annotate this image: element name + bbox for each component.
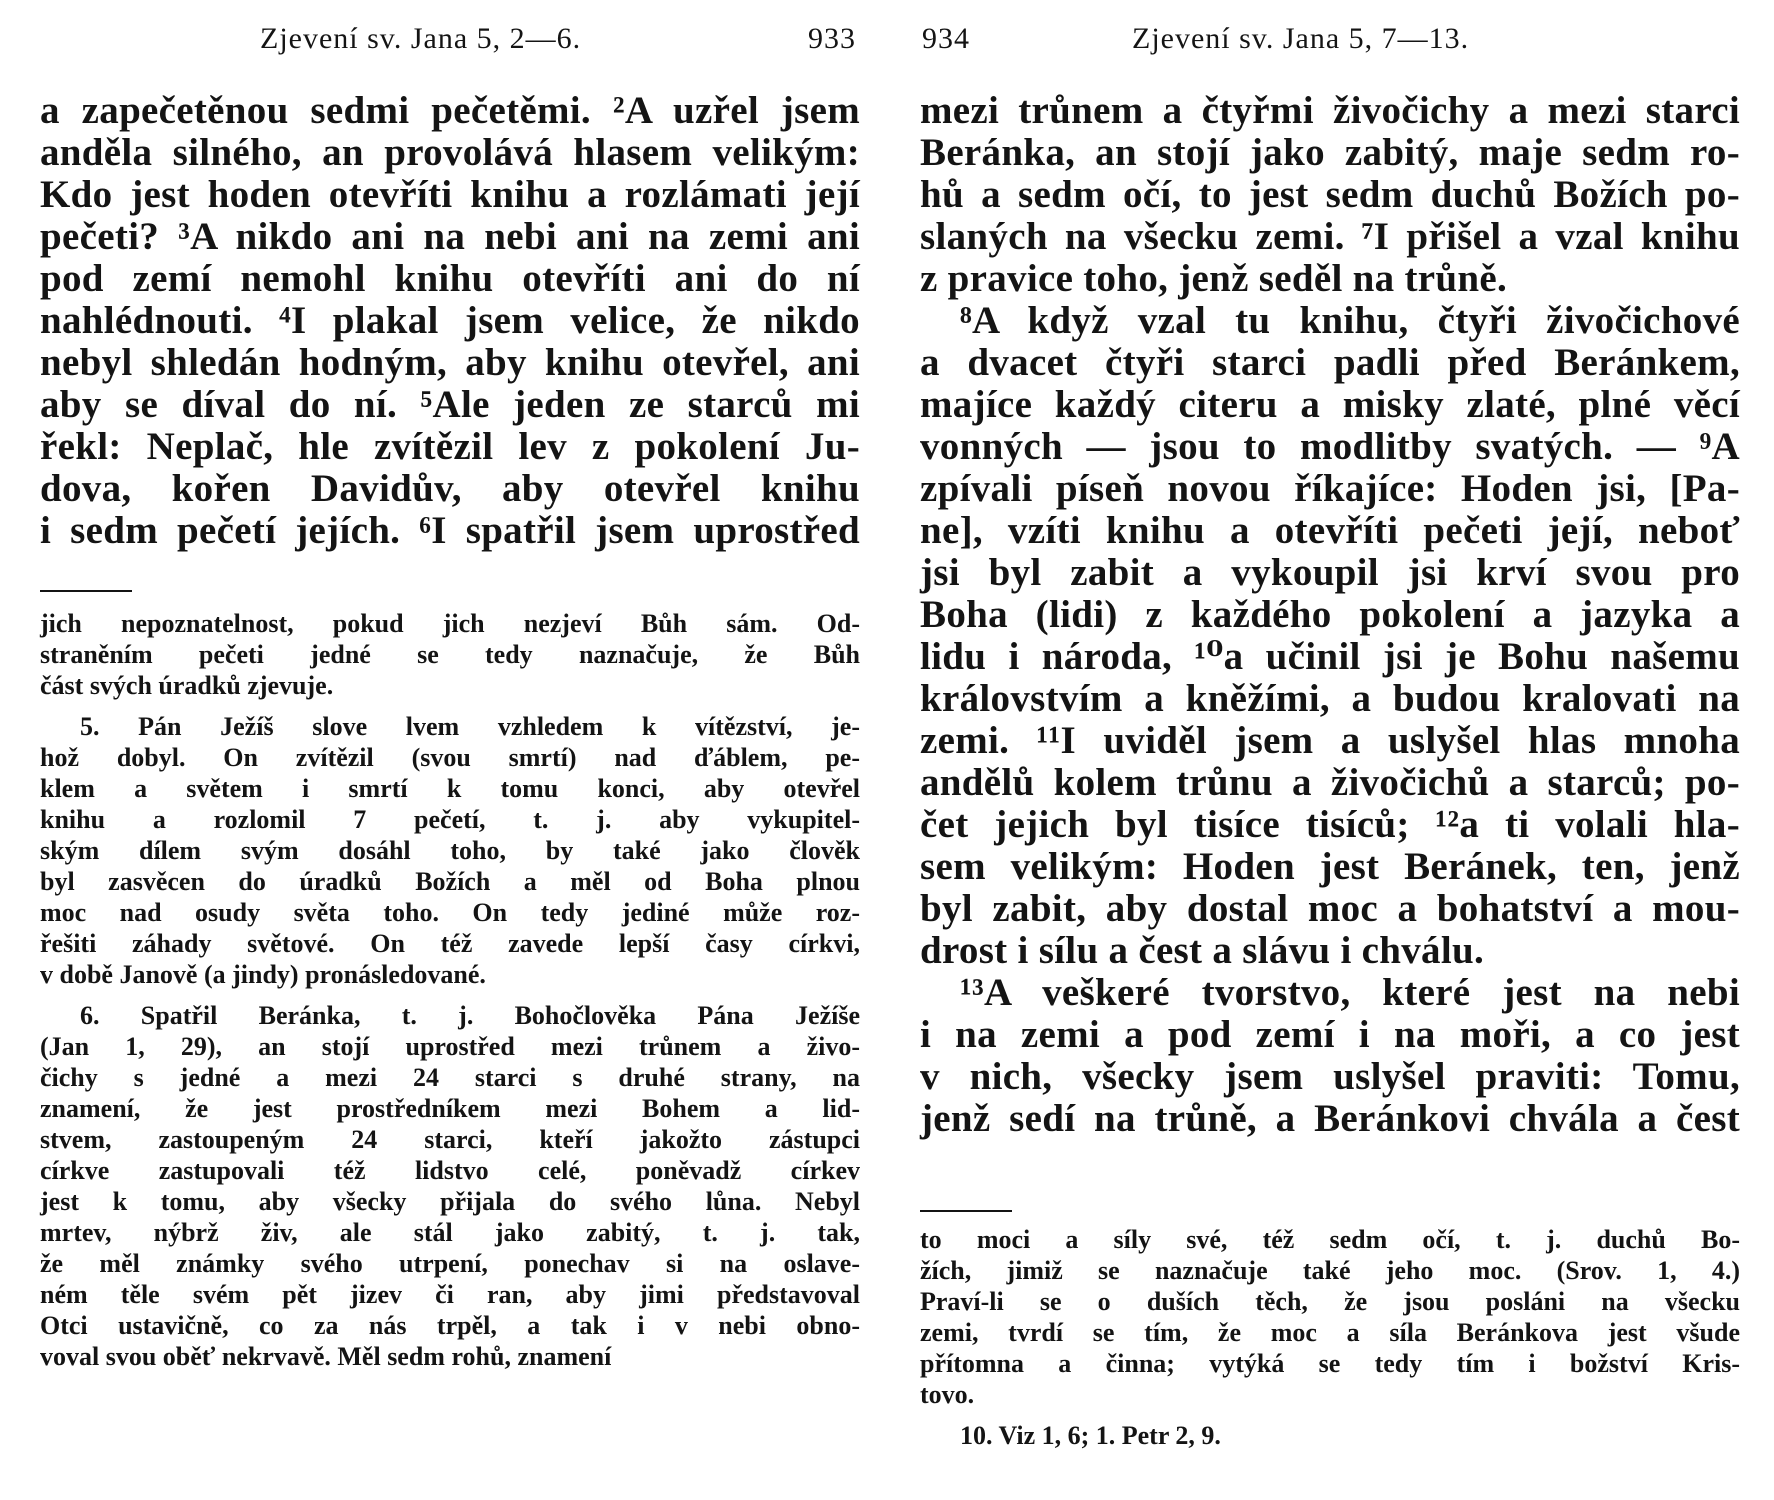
commentary-line: tovo. [920, 1380, 975, 1409]
main-text-line: z pravice toho, jenž seděl na trůně. [920, 257, 1508, 300]
main-text-line: řekl: Neplač, hle zvítězil lev z pokolení Ju- [40, 425, 860, 468]
main-text-line: hů a sedm očí, to jest sedm duchů Božích po- [920, 173, 1740, 216]
main-text-line: slaných na všecku zemi. ⁷I přišel a vzal knihu [920, 215, 1740, 258]
main-text-line: nebyl shledán hodným, aby knihu otevřel, ani [40, 341, 860, 384]
main-text-line: andělů kolem trůnu a živočichů a starců; po- [920, 761, 1740, 804]
main-text-line: a zapečetěnou sedmi pečetěmi. ²A uzřel jsem [40, 89, 860, 132]
paragraph-gap [920, 1410, 1740, 1420]
main-text-line: anděla silného, an provolává hlasem velikým: [40, 131, 860, 174]
main-text-line: čet jejich byl tisíce tisíců; ¹²a ti volali hla- [920, 803, 1740, 846]
left-commentary [40, 608, 860, 1372]
commentary-line: klem a světem i smrtí k tomu konci, aby otevřel [40, 774, 860, 803]
left-main-text [40, 90, 860, 552]
commentary-line: jest k tomu, aby všecky přijala do svého lůna. Nebyl [40, 1187, 860, 1216]
main-text-line: zpívali píseň novou říkajíce: Hoden jsi, [Pa- [920, 467, 1740, 510]
main-text-line: majíce každý citeru a misky zlaté, plné věcí [920, 383, 1740, 426]
commentary-line: žích, jimiž se naznačuje také jeho moc. (Srov. 1, 4.) [920, 1256, 1740, 1285]
commentary-line: část svých úradků zjevuje. [40, 671, 334, 700]
commentary-line: ném těle svém pět jizev či ran, aby jimi představoval [40, 1280, 860, 1309]
left-page-header [40, 22, 860, 62]
commentary-line: čichy s jedné a mezi 24 starci s druhé strany, na [40, 1063, 860, 1092]
main-text-line: královstvím a kněžími, a budou kralovati na [920, 677, 1740, 720]
main-text-line: i na zemi a pod zemí i na moři, a co jest [920, 1013, 1740, 1056]
paragraph-gap [40, 990, 860, 1000]
main-text-line: vonných — jsou to modlitby svatých. — ⁹A [920, 425, 1740, 468]
commentary-line: Otci ustavičně, co za nás trpěl, a tak i v nebi obno- [40, 1311, 860, 1340]
right-commentary [920, 1224, 1740, 1451]
commentary-line: církve zastupovali též lidstvo celé, poněvadž církev [40, 1156, 860, 1185]
commentary-line: Praví-li se o duších těch, že jsou posláni na všecku [920, 1287, 1740, 1316]
main-text-line: jenž sedí na trůně, a Beránkovi chvála a čest [920, 1097, 1740, 1140]
commentary-line: zemi, tvrdí se tím, že moc a síla Beránkova jest všude [920, 1318, 1740, 1347]
commentary-line: jich nepoznatelnost, pokud jich nezjeví Bůh sám. Od- [40, 609, 860, 638]
main-text-line: pod zemí nemohl knihu otevříti ani do ní [40, 257, 860, 300]
main-text-line: byl zabit, aby dostal moc a bohatství a mou- [920, 887, 1740, 930]
main-text-line: v nich, všecky jsem uslyšel praviti: Tomu, [920, 1055, 1740, 1098]
commentary-line: moc nad osudy světa toho. On tedy jediné může roz- [40, 898, 860, 927]
commentary-line: knihu a rozlomil 7 pečetí, t. j. aby vykupitel- [40, 805, 860, 834]
commentary-line: (Jan 1, 29), an stojí uprostřed mezi trůnem a živo- [40, 1032, 860, 1061]
right-page-number: 934 [922, 22, 970, 55]
commentary-line: straněním pečeti jedné se tedy naznačuje, že Bůh [40, 640, 860, 669]
commentary-line: stvem, zastoupeným 24 starci, kteří jakožto zástupci [40, 1125, 860, 1154]
right-page [920, 0, 1740, 1500]
main-text-line: i sedm pečetí jejích. ⁶I spatřil jsem uprostřed [40, 509, 860, 552]
commentary-line: 10. Viz 1, 6; 1. Petr 2, 9. [960, 1421, 1221, 1450]
commentary-line: přítomna a činna; vytýká se tedy tím i božství Kris- [920, 1349, 1740, 1378]
right-main-text [920, 90, 1740, 1140]
left-footnote-rule [40, 590, 132, 592]
commentary-line: 6. Spatřil Beránka, t. j. Bohočlověka Pána Ježíše [80, 1001, 860, 1030]
main-text-line: a dvacet čtyři starci padli před Beránkem, [920, 341, 1740, 384]
right-running-title: Zjevení sv. Jana 5, 7—13. [1132, 22, 1470, 55]
main-text-line: drost i sílu a čest a slávu i chválu. [920, 929, 1485, 972]
paragraph-gap [40, 701, 860, 711]
left-running-title: Zjevení sv. Jana 5, 2—6. [260, 22, 582, 55]
main-text-line: pečeti? ³A nikdo ani na nebi ani na zemi ani [40, 215, 860, 258]
commentary-line: ským dílem svým dosáhl toho, by také jako člověk [40, 836, 860, 865]
main-text-line: lidu i národa, ¹⁰a učinil jsi je Bohu našemu [920, 635, 1740, 678]
right-page-header [920, 22, 1740, 62]
commentary-line: 5. Pán Ježíš slove lvem vzhledem k vítězství, je- [80, 712, 860, 741]
main-text-line: Boha (lidi) z každého pokolení a jazyka a [920, 593, 1740, 636]
commentary-line: v době Janově (a jindy) pronásledované. [40, 960, 486, 989]
right-footnote-rule [920, 1210, 1012, 1212]
main-text-line: jsi byl zabit a vykoupil jsi krví svou pro [920, 551, 1740, 594]
main-text-line: mezi trůnem a čtyřmi živočichy a mezi starci [920, 89, 1740, 132]
main-text-line: Kdo jest hoden otevříti knihu a rozlámati její [40, 173, 860, 216]
main-text-line: nahlédnouti. ⁴I plakal jsem velice, že nikdo [40, 299, 860, 342]
commentary-line: mrtev, nýbrž živ, ale stál jako zabitý, t. j. tak, [40, 1218, 860, 1247]
main-text-line: Beránka, an stojí jako zabitý, maje sedm ro- [920, 131, 1740, 174]
main-text-line: ne], vzíti knihu a otevříti pečeti její, neboť [920, 509, 1740, 552]
left-page [40, 0, 860, 1500]
commentary-line: že měl známky svého utrpení, ponechav si na oslave- [40, 1249, 860, 1278]
main-text-line: aby se díval do ní. ⁵Ale jeden ze starců mi [40, 383, 860, 426]
commentary-line: znamení, že jest prostředníkem mezi Bohem a lid- [40, 1094, 860, 1123]
main-text-line: zemi. ¹¹I uviděl jsem a uslyšel hlas mnoha [920, 719, 1740, 762]
commentary-line: řešiti záhady světové. On též zavede lepší časy církvi, [40, 929, 860, 958]
main-text-line: dova, kořen Davidův, aby otevřel knihu [40, 467, 860, 510]
commentary-line: voval svou oběť nekrvavě. Měl sedm rohů, znamení [40, 1342, 612, 1371]
commentary-line: to moci a síly své, též sedm očí, t. j. duchů Bo- [920, 1225, 1740, 1254]
main-text-line: sem velikým: Hoden jest Beránek, ten, jenž [920, 845, 1740, 888]
main-text-line: ¹³A veškeré tvorstvo, které jest na nebi [960, 971, 1740, 1014]
left-page-number: 933 [808, 22, 856, 55]
commentary-line: byl zasvěcen do úradků Božích a měl od Boha plnou [40, 867, 860, 896]
main-text-line: ⁸A když vzal tu knihu, čtyři živočichové [960, 299, 1740, 342]
commentary-line: hož dobyl. On zvítězil (svou smrtí) nad ďáblem, pe- [40, 743, 860, 772]
